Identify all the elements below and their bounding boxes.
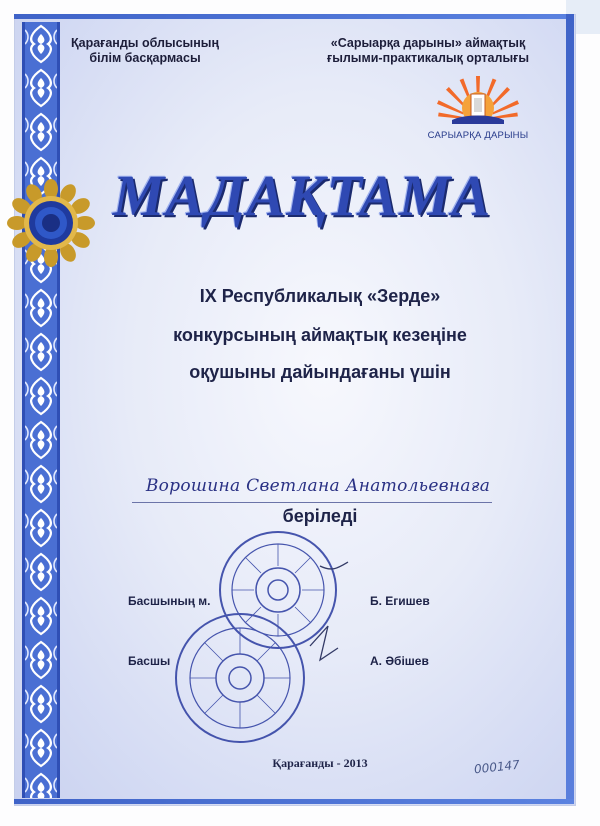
rosette-medallion-icon bbox=[6, 178, 96, 268]
serial-number: 000147 bbox=[473, 757, 521, 777]
issuer-right-line1: «Сарыарқа дарыны» аймақтық bbox=[330, 36, 526, 50]
signatory-1-role: Басшының м. bbox=[128, 594, 211, 608]
body-line-2: конкурсының аймақтық кезеңіне bbox=[173, 325, 467, 345]
frame-border-top bbox=[14, 14, 574, 19]
issuer-left-line2: білім басқармасы bbox=[89, 51, 201, 65]
issuer-right bbox=[308, 36, 548, 66]
issuer-left-line1: Қарағанды облысының bbox=[70, 36, 220, 50]
signatory-1-name: Б. Егишев bbox=[370, 594, 430, 608]
frame-border-right bbox=[566, 14, 574, 804]
certificate-title: МАДАҚТАМА bbox=[112, 163, 492, 228]
logo-caption: САРЫАРҚА ДАРЫНЫ bbox=[427, 130, 529, 141]
signatory-2-role: Басшы bbox=[128, 654, 171, 668]
body-line-1: IX Республикалық «Зерде» bbox=[199, 286, 441, 306]
recipient-underline bbox=[132, 502, 492, 503]
issuer-right-line2: ғылыми-практикалық орталығы bbox=[326, 51, 530, 65]
awarded-label: беріледі bbox=[282, 506, 358, 526]
recipient-name: Ворошина Светлана Анатольевнаға bbox=[145, 476, 491, 496]
city-year: Қарағанды - 2013 bbox=[272, 756, 368, 770]
official-seals-icon bbox=[170, 528, 350, 778]
ornament-strip bbox=[22, 22, 60, 798]
signatory-2-name: А. Әбішев bbox=[370, 654, 429, 668]
issuer-left bbox=[60, 36, 230, 66]
frame-border-bottom bbox=[14, 799, 574, 804]
body-line-3: оқушыны дайындағаны үшін bbox=[189, 362, 451, 382]
